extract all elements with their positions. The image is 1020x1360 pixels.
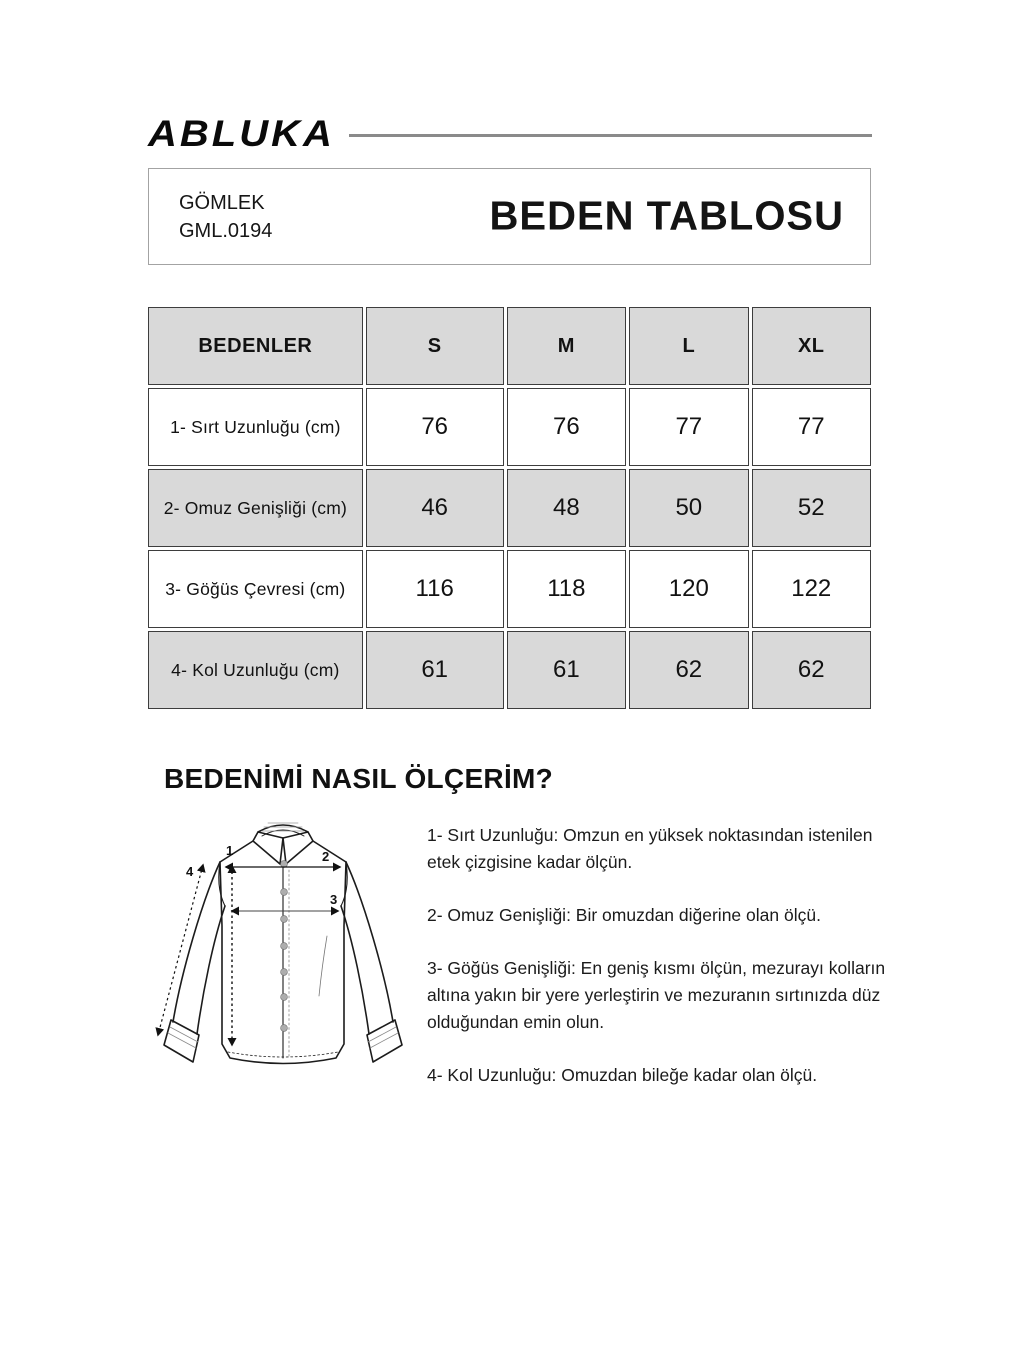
sleeve-right-inner	[341, 906, 369, 1034]
brand-logo: ABLUKA	[148, 113, 335, 155]
cell-value: 52	[752, 469, 871, 547]
header-rule	[349, 134, 872, 137]
size-table	[145, 304, 874, 712]
cell-value: 116	[366, 550, 504, 628]
cell-value: 77	[629, 388, 748, 466]
column-header-xl: XL	[752, 307, 871, 385]
row-label: 3- Göğüs Çevresi (cm)	[148, 550, 363, 628]
cuff-right	[367, 1020, 402, 1062]
shoulder-seam-right	[313, 841, 346, 862]
button	[281, 994, 288, 1001]
cell-value: 62	[629, 631, 748, 709]
size-table-header-row	[148, 307, 871, 385]
sleeve-right-outer	[346, 862, 393, 1022]
cuff-left	[164, 1020, 199, 1062]
button	[281, 943, 288, 950]
shoulder-seam-left	[220, 841, 253, 862]
shirt-line-art	[150, 806, 422, 1096]
row-label: 1- Sırt Uzunluğu (cm)	[148, 388, 363, 466]
button	[281, 889, 288, 896]
button	[281, 969, 288, 976]
diagram-label-4: 4	[186, 864, 194, 879]
page-title: BEDEN TABLOSU	[489, 193, 844, 239]
sleeve-left-inner	[197, 906, 225, 1034]
diagram-label-1: 1	[226, 843, 234, 858]
cell-value: 76	[507, 388, 626, 466]
diagram-label-2: 2	[322, 849, 330, 864]
cell-value: 50	[629, 469, 748, 547]
brand-header	[148, 112, 872, 157]
column-header-l: L	[629, 307, 748, 385]
column-header-s: S	[366, 307, 504, 385]
chest-fold-line	[319, 936, 327, 996]
instruction-shoulder-width: 2- Omuz Genişliği: Bir omuzdan diğerine olan ölçü.	[427, 905, 821, 925]
cell-value: 122	[752, 550, 871, 628]
cell-value: 46	[366, 469, 504, 547]
cell-value: 61	[366, 631, 504, 709]
button	[281, 916, 288, 923]
table-row-back-length	[148, 388, 871, 466]
product-info	[179, 189, 272, 245]
cell-value: 120	[629, 550, 748, 628]
measurement-arrows	[158, 865, 340, 1045]
product-code: GML.0194	[179, 219, 273, 242]
title-box	[148, 168, 871, 265]
cell-value: 62	[752, 631, 871, 709]
cell-value: 77	[752, 388, 871, 466]
measure-section-heading: BEDENİMİ NASIL ÖLÇERİM?	[164, 763, 554, 794]
cell-value: 118	[507, 550, 626, 628]
cuff-left-hatch	[168, 1027, 198, 1048]
instruction-back-length: 1- Sırt Uzunluğu: Omzun en yüksek noktasından istenilen etek çizgisine kadar ölçün.	[427, 825, 873, 872]
column-header-bedenler: BEDENLER	[148, 307, 363, 385]
cuff-right-hatch	[368, 1027, 398, 1048]
row-label: 2- Omuz Genişliği (cm)	[148, 469, 363, 547]
diagram-label-3: 3	[330, 892, 338, 907]
collar-flap-left	[253, 832, 283, 864]
product-type: GÖMLEK	[179, 191, 265, 214]
collar-flap-right	[283, 832, 313, 864]
instruction-sleeve-length: 4- Kol Uzunluğu: Omuzdan bileğe kadar olan ölçü.	[427, 1065, 818, 1085]
shirt-diagram	[150, 806, 422, 1096]
button	[281, 861, 288, 868]
column-header-m: M	[507, 307, 626, 385]
measure-instructions	[427, 822, 887, 1115]
instruction-chest-width: 3- Göğüs Genişliği: En geniş kısmı ölçün, mezurayı kolların altına yakın bir yere yerleştirin ve mezuranın sırtınızda düz olduğundan emin olun.	[427, 958, 886, 1032]
button	[281, 1025, 288, 1032]
cell-value: 48	[507, 469, 626, 547]
table-row-chest	[148, 550, 871, 628]
button-column	[281, 861, 288, 1032]
cell-value: 61	[507, 631, 626, 709]
table-row-shoulder-width	[148, 469, 871, 547]
row-label: 4- Kol Uzunluğu (cm)	[148, 631, 363, 709]
table-row-sleeve-length	[148, 631, 871, 709]
cell-value: 76	[366, 388, 504, 466]
measure-arrow-sleeve	[158, 865, 203, 1035]
sleeve-left-outer	[173, 862, 220, 1022]
